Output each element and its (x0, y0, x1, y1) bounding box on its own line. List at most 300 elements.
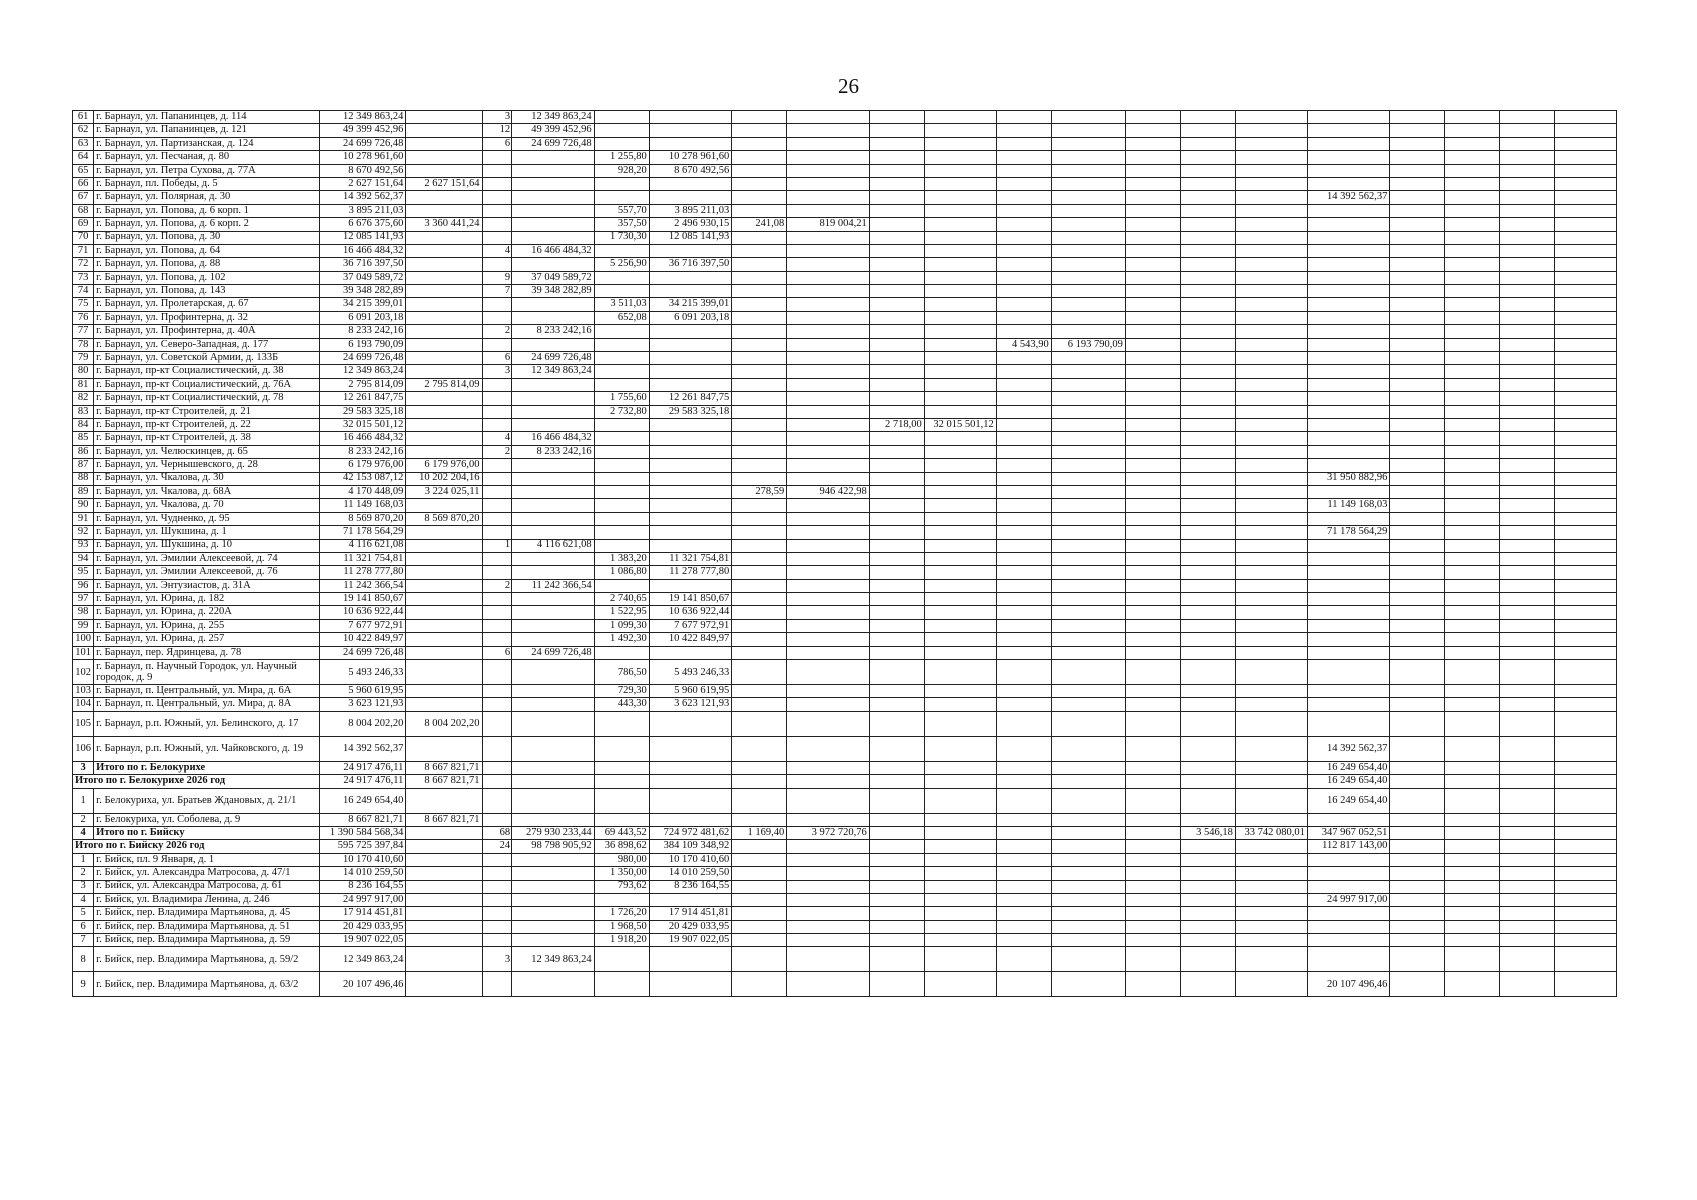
cell-col-13 (1051, 164, 1125, 177)
cell-col-13 (1051, 378, 1125, 391)
cell-col-19 (1445, 880, 1500, 893)
cell-col-5 (512, 191, 595, 204)
cell-col-2: 24 699 726,48 (319, 352, 406, 365)
row-number: 71 (73, 244, 94, 257)
cell-col-19 (1445, 593, 1500, 606)
row-number: 8 (73, 947, 94, 972)
cell-col-20 (1500, 472, 1555, 485)
cell-col-7: 19 907 022,05 (649, 934, 732, 947)
row-address: г. Барнаул, ул. Шукшина, д. 1 (94, 526, 319, 539)
cell-col-3 (406, 151, 482, 164)
cell-col-17 (1307, 619, 1390, 632)
cell-col-12 (996, 880, 1051, 893)
cell-col-11 (924, 788, 996, 813)
cell-col-3 (406, 867, 482, 880)
cell-col-21 (1555, 392, 1617, 405)
cell-col-11 (924, 191, 996, 204)
cell-col-16 (1235, 432, 1307, 445)
cell-col-13 (1051, 775, 1125, 788)
cell-col-10 (869, 405, 924, 418)
cell-col-6 (594, 459, 649, 472)
cell-col-20 (1500, 660, 1555, 685)
cell-col-5 (512, 775, 595, 788)
cell-col-2: 12 349 863,24 (319, 947, 406, 972)
cell-col-19 (1445, 934, 1500, 947)
cell-col-4 (482, 893, 512, 906)
cell-col-13 (1051, 526, 1125, 539)
cell-col-4: 12 (482, 124, 512, 137)
cell-col-2: 2 795 814,09 (319, 378, 406, 391)
cell-col-19 (1445, 137, 1500, 150)
cell-col-8 (732, 418, 787, 431)
cell-col-16 (1235, 231, 1307, 244)
cell-col-9 (787, 552, 870, 565)
cell-col-19 (1445, 867, 1500, 880)
cell-col-20 (1500, 947, 1555, 972)
cell-col-6: 1 726,20 (594, 907, 649, 920)
row-number: 106 (73, 736, 94, 761)
row-number: 82 (73, 392, 94, 405)
cell-col-15 (1180, 698, 1235, 711)
cell-col-10 (869, 526, 924, 539)
cell-col-17 (1307, 352, 1390, 365)
cell-col-13 (1051, 124, 1125, 137)
cell-col-5 (512, 418, 595, 431)
cell-col-13 (1051, 472, 1125, 485)
cell-col-20 (1500, 445, 1555, 458)
cell-col-9 (787, 606, 870, 619)
cell-col-21 (1555, 338, 1617, 351)
cell-col-2: 20 429 033,95 (319, 920, 406, 933)
table-row (73, 853, 1617, 866)
cell-col-12 (996, 972, 1051, 997)
cell-col-10 (869, 685, 924, 698)
cell-col-18 (1390, 761, 1445, 774)
cell-col-9 (787, 840, 870, 853)
cell-col-6: 786,50 (594, 660, 649, 685)
cell-col-18 (1390, 788, 1445, 813)
cell-col-18 (1390, 867, 1445, 880)
cell-col-19 (1445, 813, 1500, 826)
row-address: г. Бийск, пер. Владимира Мартьянова, д. 59/2 (94, 947, 319, 972)
cell-col-19 (1445, 258, 1500, 271)
cell-col-8 (732, 606, 787, 619)
cell-col-8 (732, 685, 787, 698)
cell-col-19 (1445, 907, 1500, 920)
cell-col-18 (1390, 579, 1445, 592)
cell-col-3 (406, 124, 482, 137)
cell-col-18 (1390, 972, 1445, 997)
cell-col-12 (996, 137, 1051, 150)
cell-col-16 (1235, 459, 1307, 472)
cell-col-20 (1500, 378, 1555, 391)
cell-col-9: 819 004,21 (787, 218, 870, 231)
cell-col-2: 11 321 754,81 (319, 552, 406, 565)
cell-col-8 (732, 761, 787, 774)
table-row (73, 552, 1617, 565)
cell-col-2: 16 249 654,40 (319, 788, 406, 813)
cell-col-7 (649, 285, 732, 298)
cell-col-21 (1555, 788, 1617, 813)
cell-col-11 (924, 204, 996, 217)
cell-col-5: 279 930 233,44 (512, 826, 595, 839)
cell-col-19 (1445, 485, 1500, 498)
cell-col-11 (924, 880, 996, 893)
cell-col-6 (594, 711, 649, 736)
cell-col-2: 8 004 202,20 (319, 711, 406, 736)
cell-col-8 (732, 853, 787, 866)
cell-col-17 (1307, 338, 1390, 351)
row-address: г. Барнаул, ул. Песчаная, д. 80 (94, 151, 319, 164)
cell-col-6: 3 511,03 (594, 298, 649, 311)
cell-col-14 (1125, 947, 1180, 972)
cell-col-12 (996, 660, 1051, 685)
cell-col-9 (787, 660, 870, 685)
cell-col-5 (512, 711, 595, 736)
cell-col-5: 16 466 484,32 (512, 432, 595, 445)
table-row (73, 840, 1617, 853)
row-address: г. Барнаул, ул. Чудненко, д. 95 (94, 512, 319, 525)
row-number: 61 (73, 111, 94, 124)
cell-col-3 (406, 271, 482, 284)
cell-col-2: 11 149 168,03 (319, 499, 406, 512)
cell-col-15 (1180, 566, 1235, 579)
cell-col-20 (1500, 325, 1555, 338)
cell-col-21 (1555, 646, 1617, 659)
cell-col-4 (482, 204, 512, 217)
cell-col-13 (1051, 934, 1125, 947)
cell-col-12 (996, 352, 1051, 365)
cell-col-5 (512, 472, 595, 485)
cell-col-10 (869, 459, 924, 472)
cell-col-21 (1555, 311, 1617, 324)
cell-col-12 (996, 365, 1051, 378)
cell-col-10 (869, 826, 924, 839)
cell-col-6 (594, 285, 649, 298)
cell-col-9 (787, 137, 870, 150)
cell-col-8 (732, 736, 787, 761)
row-address: г. Барнаул, ул. Попова, д. 143 (94, 285, 319, 298)
cell-col-6 (594, 418, 649, 431)
cell-col-3 (406, 258, 482, 271)
cell-col-15 (1180, 736, 1235, 761)
cell-col-10 (869, 711, 924, 736)
cell-col-7 (649, 526, 732, 539)
cell-col-10 (869, 445, 924, 458)
cell-col-21 (1555, 619, 1617, 632)
cell-col-18 (1390, 177, 1445, 190)
cell-col-4 (482, 907, 512, 920)
cell-col-13 (1051, 867, 1125, 880)
row-address: г. Барнаул, ул. Юрина, д. 255 (94, 619, 319, 632)
cell-col-8 (732, 788, 787, 813)
cell-col-14 (1125, 244, 1180, 257)
table-row (73, 191, 1617, 204)
cell-col-13 (1051, 698, 1125, 711)
cell-col-4: 24 (482, 840, 512, 853)
cell-col-18 (1390, 392, 1445, 405)
cell-col-8 (732, 459, 787, 472)
cell-col-6: 557,70 (594, 204, 649, 217)
cell-col-8 (732, 539, 787, 552)
cell-col-5 (512, 736, 595, 761)
cell-col-20 (1500, 633, 1555, 646)
cell-col-11 (924, 338, 996, 351)
cell-col-9 (787, 258, 870, 271)
cell-col-7 (649, 177, 732, 190)
row-number: 65 (73, 164, 94, 177)
cell-col-7 (649, 378, 732, 391)
row-number: 101 (73, 646, 94, 659)
cell-col-4 (482, 813, 512, 826)
cell-col-12 (996, 378, 1051, 391)
cell-col-13 (1051, 813, 1125, 826)
table-row (73, 826, 1617, 839)
cell-col-14 (1125, 204, 1180, 217)
cell-col-15 (1180, 218, 1235, 231)
cell-col-11 (924, 378, 996, 391)
cell-col-8 (732, 947, 787, 972)
cell-col-11 (924, 646, 996, 659)
cell-col-15 (1180, 338, 1235, 351)
cell-col-16 (1235, 271, 1307, 284)
cell-col-8 (732, 204, 787, 217)
cell-col-21 (1555, 325, 1617, 338)
cell-col-10 (869, 660, 924, 685)
cell-col-5: 4 116 621,08 (512, 539, 595, 552)
cell-col-11 (924, 472, 996, 485)
cell-col-17 (1307, 711, 1390, 736)
cell-col-21 (1555, 298, 1617, 311)
cell-col-2: 16 466 484,32 (319, 432, 406, 445)
cell-col-9 (787, 405, 870, 418)
table-row (73, 526, 1617, 539)
cell-col-15 (1180, 512, 1235, 525)
cell-col-2: 24 917 476,11 (319, 761, 406, 774)
cell-col-10 (869, 218, 924, 231)
cell-col-12 (996, 298, 1051, 311)
cell-col-21 (1555, 606, 1617, 619)
cell-col-8 (732, 880, 787, 893)
cell-col-17 (1307, 124, 1390, 137)
table-row (73, 579, 1617, 592)
row-address: г. Барнаул, ул. Папанинцев, д. 121 (94, 124, 319, 137)
cell-col-12 (996, 244, 1051, 257)
row-address: г. Барнаул, ул. Попова, д. 88 (94, 258, 319, 271)
row-address: г. Бийск, пер. Владимира Мартьянова, д. 63/2 (94, 972, 319, 997)
cell-col-20 (1500, 177, 1555, 190)
cell-col-18 (1390, 485, 1445, 498)
row-number: 68 (73, 204, 94, 217)
cell-col-10 (869, 579, 924, 592)
cell-col-7: 20 429 033,95 (649, 920, 732, 933)
cell-col-9 (787, 934, 870, 947)
cell-col-6: 2 740,65 (594, 593, 649, 606)
cell-col-8: 1 169,40 (732, 826, 787, 839)
cell-col-18 (1390, 378, 1445, 391)
cell-col-11 (924, 405, 996, 418)
cell-col-13 (1051, 880, 1125, 893)
cell-col-8: 278,59 (732, 485, 787, 498)
cell-col-21 (1555, 472, 1617, 485)
cell-col-18 (1390, 840, 1445, 853)
cell-col-21 (1555, 258, 1617, 271)
cell-col-19 (1445, 111, 1500, 124)
cell-col-7 (649, 365, 732, 378)
cell-col-8 (732, 566, 787, 579)
cell-col-16 (1235, 111, 1307, 124)
cell-col-2: 8 236 164,55 (319, 880, 406, 893)
cell-col-4 (482, 338, 512, 351)
cell-col-5 (512, 813, 595, 826)
cell-col-2: 2 627 151,64 (319, 177, 406, 190)
row-number: 87 (73, 459, 94, 472)
cell-col-10 (869, 920, 924, 933)
cell-col-12 (996, 512, 1051, 525)
cell-col-8 (732, 893, 787, 906)
cell-col-20 (1500, 459, 1555, 472)
cell-col-12 (996, 893, 1051, 906)
cell-col-5 (512, 698, 595, 711)
cell-col-6: 443,30 (594, 698, 649, 711)
cell-col-11 (924, 685, 996, 698)
cell-col-7 (649, 539, 732, 552)
cell-col-14 (1125, 920, 1180, 933)
cell-col-10 (869, 231, 924, 244)
cell-col-14 (1125, 378, 1180, 391)
cell-col-3 (406, 566, 482, 579)
cell-col-18 (1390, 907, 1445, 920)
cell-col-9 (787, 285, 870, 298)
cell-col-18 (1390, 445, 1445, 458)
cell-col-18 (1390, 619, 1445, 632)
cell-col-7 (649, 244, 732, 257)
cell-col-16 (1235, 840, 1307, 853)
cell-col-13 (1051, 685, 1125, 698)
cell-col-17 (1307, 218, 1390, 231)
cell-col-15 (1180, 853, 1235, 866)
cell-col-11 (924, 619, 996, 632)
table-row (73, 298, 1617, 311)
cell-col-3 (406, 907, 482, 920)
cell-col-6: 1 086,80 (594, 566, 649, 579)
cell-col-3 (406, 920, 482, 933)
cell-col-9 (787, 325, 870, 338)
cell-col-13 (1051, 499, 1125, 512)
cell-col-17 (1307, 646, 1390, 659)
cell-col-21 (1555, 365, 1617, 378)
cell-col-19 (1445, 445, 1500, 458)
cell-col-19 (1445, 418, 1500, 431)
table-row (73, 204, 1617, 217)
cell-col-7: 6 091 203,18 (649, 311, 732, 324)
cell-col-18 (1390, 352, 1445, 365)
cell-col-17 (1307, 111, 1390, 124)
cell-col-12 (996, 204, 1051, 217)
cell-col-7: 17 914 451,81 (649, 907, 732, 920)
cell-col-2: 36 716 397,50 (319, 258, 406, 271)
cell-col-7: 11 321 754,81 (649, 552, 732, 565)
cell-col-21 (1555, 526, 1617, 539)
cell-col-20 (1500, 893, 1555, 906)
cell-col-4 (482, 698, 512, 711)
cell-col-10 (869, 392, 924, 405)
cell-col-7 (649, 418, 732, 431)
cell-col-7 (649, 499, 732, 512)
cell-col-5 (512, 218, 595, 231)
cell-col-20 (1500, 813, 1555, 826)
cell-col-21 (1555, 867, 1617, 880)
cell-col-3 (406, 392, 482, 405)
cell-col-21 (1555, 736, 1617, 761)
cell-col-21 (1555, 432, 1617, 445)
cell-col-16 (1235, 485, 1307, 498)
row-address: г. Барнаул, ул. Шукшина, д. 10 (94, 539, 319, 552)
cell-col-4: 2 (482, 325, 512, 338)
cell-col-4 (482, 311, 512, 324)
cell-col-20 (1500, 788, 1555, 813)
cell-col-16 (1235, 566, 1307, 579)
cell-col-6 (594, 338, 649, 351)
cell-col-14 (1125, 867, 1180, 880)
cell-col-7: 2 496 930,15 (649, 218, 732, 231)
cell-col-19 (1445, 775, 1500, 788)
cell-col-12 (996, 432, 1051, 445)
cell-col-9 (787, 459, 870, 472)
cell-col-15 (1180, 271, 1235, 284)
table-row (73, 432, 1617, 445)
cell-col-20 (1500, 204, 1555, 217)
cell-col-5 (512, 204, 595, 217)
cell-col-10 (869, 907, 924, 920)
register-table (72, 110, 1617, 997)
cell-col-15 (1180, 485, 1235, 498)
cell-col-19 (1445, 338, 1500, 351)
cell-col-16 (1235, 325, 1307, 338)
cell-col-13 (1051, 432, 1125, 445)
cell-col-18 (1390, 191, 1445, 204)
row-address: г. Барнаул, ул. Папанинцев, д. 114 (94, 111, 319, 124)
row-address: г. Барнаул, пр-кт Строителей, д. 22 (94, 418, 319, 431)
cell-col-12 (996, 813, 1051, 826)
cell-col-9 (787, 920, 870, 933)
cell-col-8 (732, 151, 787, 164)
cell-col-10 (869, 633, 924, 646)
cell-col-12 (996, 485, 1051, 498)
cell-col-14 (1125, 788, 1180, 813)
cell-col-11 (924, 633, 996, 646)
cell-col-18 (1390, 552, 1445, 565)
cell-col-7 (649, 646, 732, 659)
cell-col-9 (787, 646, 870, 659)
cell-col-2: 8 670 492,56 (319, 164, 406, 177)
cell-col-14 (1125, 539, 1180, 552)
cell-col-20 (1500, 512, 1555, 525)
cell-col-6: 1 918,20 (594, 934, 649, 947)
cell-col-5: 16 466 484,32 (512, 244, 595, 257)
cell-col-16 (1235, 311, 1307, 324)
cell-col-12 (996, 761, 1051, 774)
cell-col-7: 10 636 922,44 (649, 606, 732, 619)
cell-col-18 (1390, 853, 1445, 866)
cell-col-3 (406, 231, 482, 244)
cell-col-18 (1390, 826, 1445, 839)
cell-col-19 (1445, 633, 1500, 646)
cell-col-9 (787, 311, 870, 324)
cell-col-3 (406, 606, 482, 619)
row-number: 97 (73, 593, 94, 606)
cell-col-10 (869, 258, 924, 271)
